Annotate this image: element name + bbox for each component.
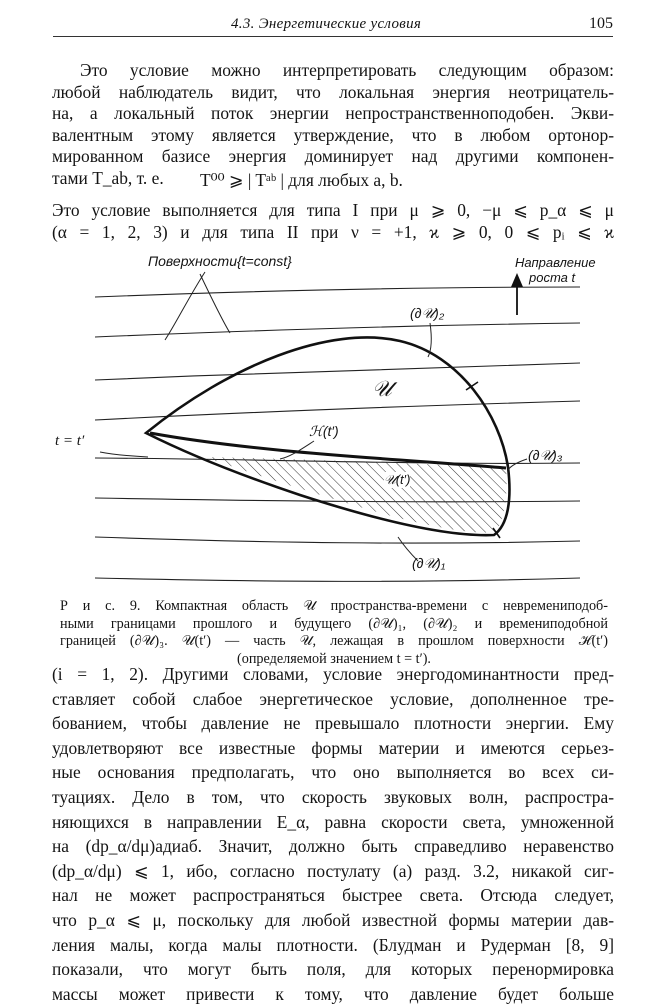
figure-caption	[60, 598, 608, 668]
text-line: бованием, чтобы давление не превышало плотности энергии. Ему	[52, 713, 614, 734]
past-region-label: 𝒰(t′)	[384, 472, 411, 487]
direction-label: роста t	[529, 270, 576, 285]
text-line: ления малы, когда малы плотности. (Блудман и Рудерман [8, 9]	[52, 934, 614, 955]
page-number: 105	[589, 15, 613, 32]
caption-line: Р и с. 9. Компактная область 𝒰 пространства-времени с невремениподоб-	[60, 598, 608, 614]
time-label: t = t′	[55, 433, 85, 449]
paragraph-2	[52, 200, 614, 243]
text-line: валентным этому является утверждение, что в любом ортонор-	[52, 124, 614, 145]
boundary-label-3: (∂𝒰)₃	[528, 447, 563, 463]
text-line: что p_α ⩽ μ, поскольку для любой известной формы материи дав-	[52, 909, 614, 930]
boundary-label-1: (∂𝒰)₁	[412, 555, 446, 571]
spacetime-diagram	[0, 245, 650, 595]
caption-line: (определяемой значением t = t′).	[237, 650, 431, 667]
boundary-label-2: (∂𝒰)₂	[410, 305, 445, 321]
text-line: массы может привести к тому, что давление будет больше	[52, 983, 614, 1004]
surface-h-label: ℋ(t′)	[309, 423, 339, 439]
text-line: (α = 1, 2, 3) и для типа II при ν = +1, ϰ ⩾ 0, 0 ⩽ pᵢ ⩽ ϰ	[52, 221, 614, 242]
text-line: ные основания предполагать, что оно выполняется во всех си-	[52, 762, 614, 783]
text-line: Это условие выполняется для типа I при μ ⩾ 0, −μ ⩽ p_α ⩽ μ	[52, 200, 614, 220]
text-line: мированном базисе энергия доминирует над другими компонен-	[52, 146, 614, 166]
direction-arrow-head	[511, 273, 523, 287]
text-line: туациях. Дело в том, что скорость звуковых волн, распростра-	[52, 786, 614, 807]
inequality-formula: T⁰⁰ ⩾ | Tᵃᵇ | для любых a, b.	[200, 170, 403, 190]
running-header	[53, 14, 613, 37]
text-line: Это условие можно интерпретировать следующим образом:	[80, 60, 614, 80]
section-title: 4.3. Энергетические условия	[231, 16, 422, 32]
text-line: няющихся в направлении E_α, равна скорости света, умноженной	[52, 811, 614, 832]
past-region-hatch	[205, 457, 507, 533]
text-line: (i = 1, 2). Другими словами, условие энергодоминантности пред-	[52, 664, 614, 684]
text-line: ставляет собой слабое энергетическое условие, дополненное тре-	[52, 688, 614, 709]
paragraph-3	[52, 664, 614, 1008]
surface-line	[95, 287, 580, 297]
surface-line	[95, 578, 580, 581]
surface-line	[95, 537, 580, 543]
region-label: 𝒰	[372, 377, 392, 402]
surfaces-label: Поверхности{t=const}	[148, 253, 292, 269]
text-line: на, а локальный поток энергии непространственноподобен. Экви-	[52, 103, 614, 123]
text-line: (dp_α/dμ) ⩽ 1, ибо, согласно постулату (а) разд. 3.2, никакой сиг-	[52, 860, 614, 881]
text-line: на (dp_α/dμ)адиаб. Значит, должно быть справедливо неравенство	[52, 836, 614, 857]
text-line: любой наблюдатель видит, что локальная энергия неотрицатель-	[52, 81, 614, 102]
direction-label: Направление	[515, 255, 596, 270]
text-line: тами T_ab, т. е.	[52, 167, 164, 188]
surface-line	[95, 363, 580, 380]
text-line: показали, что могут быть поля, для которых перенормировка	[52, 959, 614, 980]
text-line: удовлетворяют все известные формы материи и имеются серьез-	[52, 737, 614, 758]
text-line: нал не может распространяться быстрее света. Отсюда следует,	[52, 885, 614, 906]
caption-line: ными границами прошлого и будущего (∂𝒰)₁, (∂𝒰)₂ и времениподобной	[60, 615, 608, 632]
figure-9	[0, 245, 650, 595]
caption-line: границей (∂𝒰)₃. 𝒰(t′) — часть 𝒰, лежащая в прошлом поверхности ℋ(t′)	[60, 633, 608, 650]
